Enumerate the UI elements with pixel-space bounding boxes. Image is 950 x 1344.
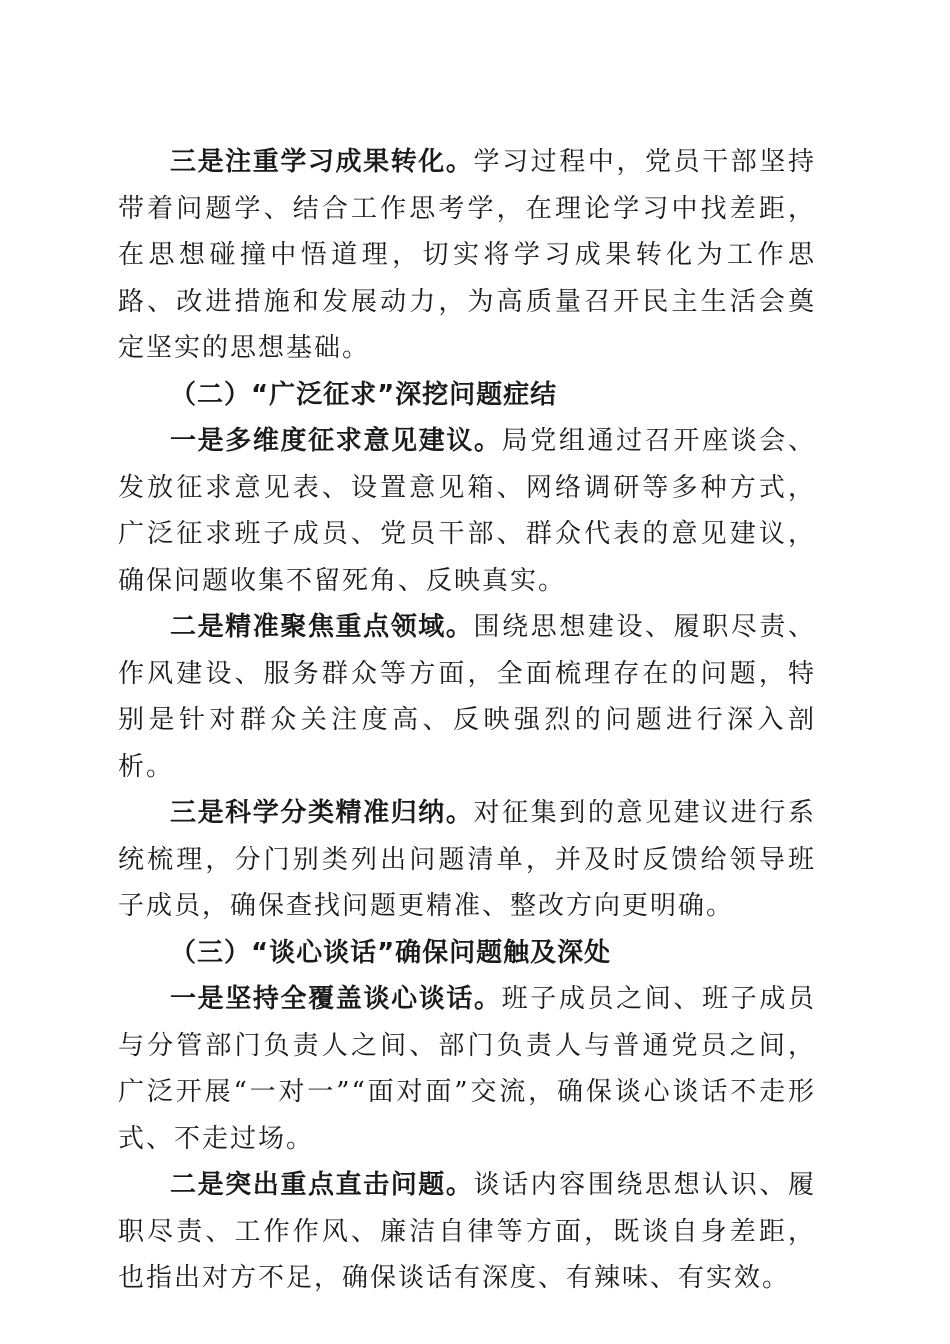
paragraph-lead: 一是坚持全覆盖谈心谈话。 bbox=[170, 984, 502, 1014]
paragraph-lead: 三是注重学习成果转化。 bbox=[170, 147, 474, 177]
paragraph-body: 局党组通过召开座谈会、发放征求意见表、设置意见箱、网络调研等多种方式，广泛征求班子成员、党员干部、群众代表的意见建议，确保问题收集不留死角、反映真实。 bbox=[118, 426, 816, 596]
paragraph-lead: 二是突出重点直击问题。 bbox=[170, 1170, 474, 1200]
paragraph-body: 班子成员之间、班子成员与分管部门负责人之间、部门负责人与普通党员之间，广泛开展“一对一”“面对面”交流，确保谈心谈话不走形式、不走过场。 bbox=[118, 984, 816, 1154]
paragraph-focus-areas bbox=[118, 604, 816, 790]
document-page bbox=[118, 139, 816, 1302]
paragraph-lead: 三是科学分类精准归纳。 bbox=[170, 798, 474, 828]
paragraph-full-coverage-talks bbox=[118, 976, 816, 1162]
paragraph-solicit-opinions bbox=[118, 418, 816, 604]
paragraph-lead: 二是精准聚焦重点领域。 bbox=[170, 612, 474, 642]
paragraph-study-results bbox=[118, 139, 816, 372]
paragraph-body: 学习过程中，党员干部坚持带着问题学、结合工作思考学，在理论学习中找差距，在思想碰撞中悟道理，切实将学习成果转化为工作思路、改进措施和发展动力，为高质量召开民主生活会奠定坚实的思想基础。 bbox=[118, 147, 816, 363]
paragraph-body: 围绕思想建设、履职尽责、作风建设、服务群众等方面，全面梳理存在的问题，特别是针对群众关注度高、反映强烈的问题进行深入剖析。 bbox=[118, 612, 816, 782]
paragraph-body: 对征集到的意见建议进行系统梳理，分门别类列出问题清单，并及时反馈给领导班子成员，确保查找问题更精准、整改方向更明确。 bbox=[118, 798, 816, 921]
paragraph-key-issues bbox=[118, 1162, 816, 1302]
paragraph-classify bbox=[118, 790, 816, 930]
paragraph-body: 谈话内容围绕思想认识、履职尽责、工作作风、廉洁自律等方面，既谈自身差距，也指出对方不足，确保谈话有深度、有辣味、有实效。 bbox=[118, 1170, 816, 1293]
section-heading-3: （三）“谈心谈话”确保问题触及深处 bbox=[170, 937, 612, 968]
paragraph-lead: 一是多维度征求意见建议。 bbox=[170, 426, 502, 456]
section-heading-2: （二）“广泛征求”深挖问题症结 bbox=[170, 379, 558, 410]
